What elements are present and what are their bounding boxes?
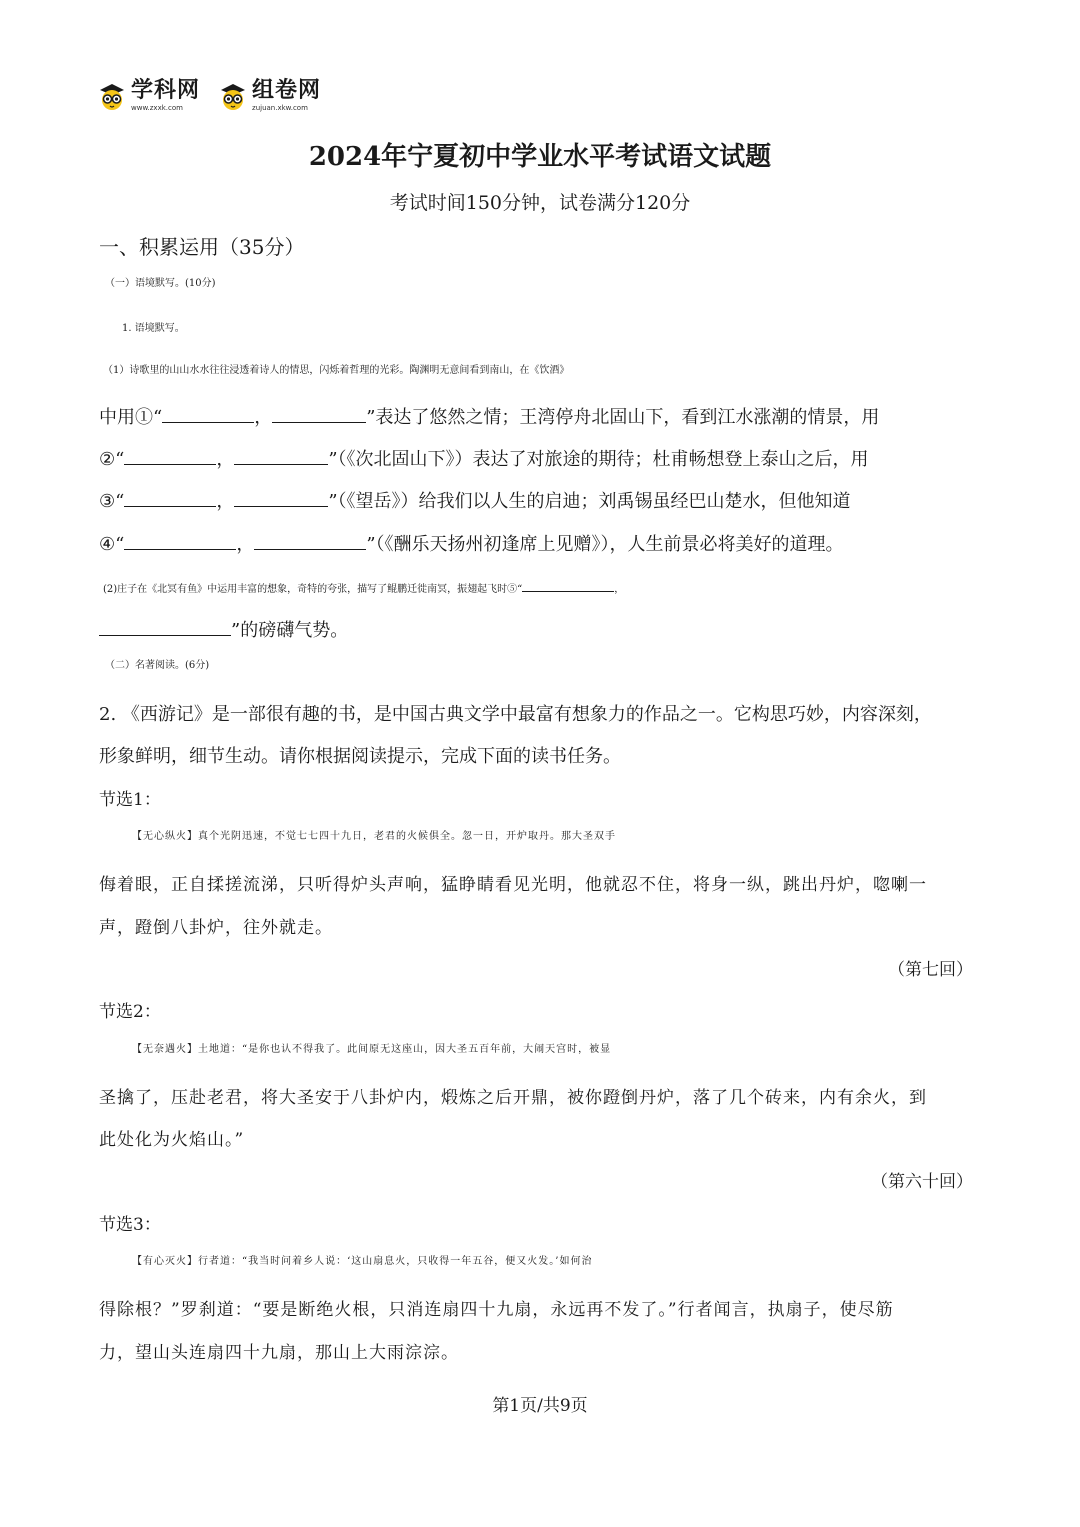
fill-line [99, 403, 983, 429]
excerpt-source: （第七回） [888, 960, 973, 980]
text-segment: ”（《望岳》）给我们以人生的启迪；刘禹锡虽经巴山楚水，但他知道 [328, 491, 851, 512]
logo-zujuan-url: zujuan.xkw.com [252, 104, 308, 112]
answer-blank[interactable] [272, 404, 366, 423]
excerpt-line: 此处化为火焰山。” [99, 1130, 245, 1150]
logo-zxxk[interactable] [97, 80, 200, 112]
excerpt-label: 节选3： [99, 1215, 161, 1235]
answer-blank[interactable] [124, 446, 216, 465]
paragraph-line: 2. 《西游记》是一部很有趣的书，是中国古典文学中最富有想象力的作品之一。它构思巧妙，内容深刻， [99, 704, 932, 725]
excerpt-line: 声，蹬倒八卦炉，往外就走。 [99, 918, 333, 938]
text-segment: ， [236, 534, 255, 555]
owl-mascot-icon [218, 81, 248, 111]
page-title: 2024年宁夏初中学业水平考试语文试题 [308, 142, 772, 172]
fill-line [103, 573, 987, 595]
text-segment: ”（《次北固山下》）表达了对旅途的期待；杜甫畅想登上泰山之后，用 [328, 449, 869, 470]
excerpt-source: （第六十回） [871, 1172, 973, 1192]
answer-blank[interactable] [522, 573, 614, 592]
excerpt-line: 【无心纵火】真个光阴迅速，不觉七七四十九日，老君的火候俱全。忽一日，开炉取丹。那大圣双手 [132, 831, 616, 842]
answer-blank[interactable] [234, 488, 328, 507]
text-segment: ， [216, 449, 235, 470]
text-segment: ”表达了悠然之情；王湾停舟北固山下，看到江水涨潮的情景，用 [366, 407, 880, 428]
answer-blank[interactable] [124, 488, 216, 507]
text-segment: 中用①“ [99, 407, 163, 428]
text-segment: ， [254, 407, 273, 428]
excerpt-line: 【有心灭火】行者道：“我当时问着乡人说：‘这山扇息火，只收得一年五谷，便又火发。’如何治 [132, 1256, 593, 1267]
logo-zxxk-name: 学科网 [131, 78, 201, 103]
fill-line [99, 530, 983, 556]
question-label: 1. 语境默写。 [122, 323, 185, 334]
owl-mascot-icon [97, 81, 127, 111]
answer-blank[interactable] [162, 404, 254, 423]
fill-line [99, 445, 983, 471]
text-segment: ”的磅礴气势。 [231, 620, 349, 641]
text-segment: ”（《酬乐天扬州初逢席上见赠》），人生前景必将美好的道理。 [366, 534, 844, 555]
excerpt-line: 得除根？”罗刹道：“要是断绝火根，只消连扇四十九扇，永远再不发了。”行者闻言，执扇子，使尽筋 [99, 1300, 894, 1320]
header-logos [97, 80, 321, 112]
excerpt-line: 侮着眼，正自揉搓流涕，只听得炉头声响，猛睁睛看见光明，他就忍不住，将身一纵，跳出丹炉，唿喇一 [99, 875, 927, 895]
excerpt-line: 圣擒了，压赴老君，将大圣安于八卦炉内，煅炼之后开鼎，被你蹬倒丹炉，落了几个砖来，内有余火，到 [99, 1088, 927, 1108]
part-heading: （一）语境默写。(10分) [105, 278, 216, 289]
text-segment: ②“ [99, 449, 125, 470]
fill-line [99, 616, 983, 642]
text-segment: ， [614, 584, 625, 595]
text-segment: ， [216, 491, 235, 512]
paragraph-line: 形象鲜明，细节生动。请你根据阅读提示，完成下面的读书任务。 [99, 746, 621, 767]
logo-zxxk-url: www.zxxk.com [131, 104, 183, 112]
text-segment: ③“ [99, 491, 125, 512]
logo-zujuan-name: 组卷网 [252, 78, 322, 103]
fill-line [99, 487, 983, 513]
excerpt-label: 节选2： [99, 1002, 161, 1022]
excerpt-line: 【无奈遇火】土地道：“是你也认不得我了。此间原无这座山，因大圣五百年前，大闹天宫时，被显 [132, 1044, 612, 1055]
logo-zujuan[interactable] [218, 80, 321, 112]
exam-info: 考试时间150分钟，试卷满分120分 [389, 192, 691, 214]
text-segment: ④“ [99, 534, 125, 555]
answer-blank[interactable] [124, 531, 236, 550]
excerpt-line: 力，望山头连扇四十九扇，那山上大雨淙淙。 [99, 1343, 459, 1363]
part-heading: （二）名著阅读。(6分) [105, 660, 210, 671]
paragraph-line: （1）诗歌里的山山水水往往浸透着诗人的情思，闪烁着哲理的光彩。陶渊明无意间看到南山，在《饮酒》 [103, 365, 570, 376]
section-heading: 一、积累运用（35分） [99, 235, 305, 259]
text-segment: (2)庄子在《北冥有鱼》中运用丰富的想象，奇特的夸张，描写了鲲鹏迁徙南冥，振翅起飞时⑤“ [103, 584, 523, 595]
excerpt-label: 节选1： [99, 790, 161, 810]
answer-blank[interactable] [99, 617, 231, 636]
answer-blank[interactable] [254, 531, 366, 550]
page-number: 第1页/共9页 [492, 1396, 588, 1416]
answer-blank[interactable] [234, 446, 328, 465]
